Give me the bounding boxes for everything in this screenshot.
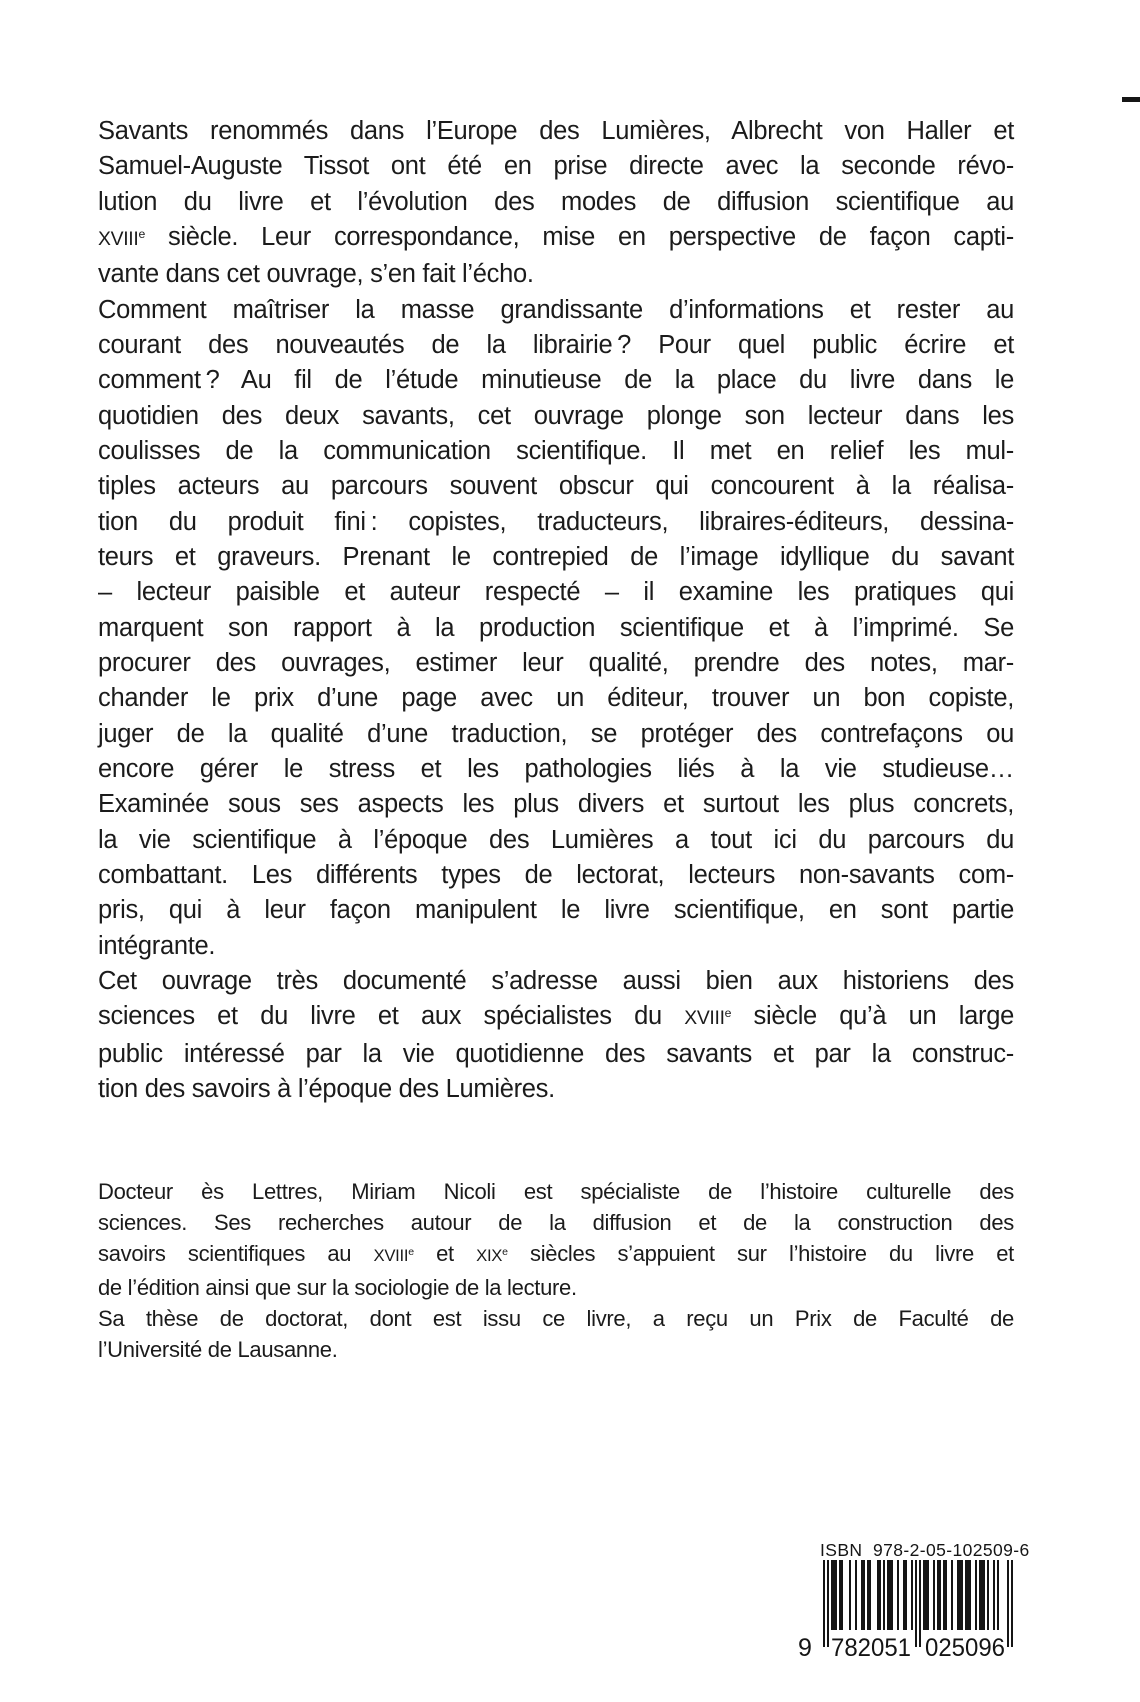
text-line: intégrante. <box>98 931 216 960</box>
text-line <box>98 999 1014 1036</box>
text-line: encore gérer le stress et les pathologies liés à la vie studieuse… <box>98 754 1014 783</box>
text-line: Sa thèse de doctorat, dont est issu ce livre, a reçu un Prix de Faculté de <box>98 1305 1014 1331</box>
blurb-paragraph-3 <box>98 964 1014 1107</box>
text-line: vante dans cet ouvrage, s’en fait l’écho. <box>98 260 534 289</box>
isbn-label: ISBN 978-2-05-102509-6 <box>820 1540 1030 1560</box>
line-text: savoirs scientifiques au <box>98 1241 374 1267</box>
text-line <box>98 1238 1014 1271</box>
text-line: l’Université de Lausanne. <box>98 1337 338 1363</box>
bio-paragraph-1 <box>98 1176 1014 1303</box>
back-cover-blurb <box>98 114 1014 1107</box>
text-line: – lecteur paisible et auteur respecté – il examine les pratiques qui <box>98 578 1014 607</box>
text-line: la vie scientifique à l’époque des Lumières a tout ici du parcours du <box>98 825 1014 854</box>
text-line: chander le prix d’une page avec un éditeur, trouver un bon copiste, <box>98 684 1014 713</box>
text-line: comment ? Au fil de l’étude minutieuse de la place du livre dans le <box>98 366 1014 395</box>
line-text: siècle. Leur correspondance, mise en perspective de façon capti- <box>144 222 1014 251</box>
text-line: de l’édition ainsi que sur la sociologie de la lecture. <box>98 1274 577 1300</box>
text-line: tion du produit fini : copistes, traducteurs, libraires-éditeurs, dessina- <box>98 507 1014 536</box>
ordinal-superscript: e <box>408 1246 414 1259</box>
bio-paragraph-2 <box>98 1303 1014 1365</box>
barcode-digit-group: 782051 <box>831 1634 911 1660</box>
roman-numeral: XIX <box>476 1246 503 1266</box>
text-line: Examinée sous ses aspects les plus divers et surtout les plus concrets, <box>98 790 1014 819</box>
text-line: sciences. Ses recherches autour de la diffusion et de la construction des <box>98 1210 1014 1236</box>
barcode-digit-group: 9 <box>798 1634 812 1660</box>
text-line: Cet ouvrage très documenté s’adresse aussi bien aux historiens des <box>98 966 1014 995</box>
text-line: courant des nouveautés de la librairie ? Pour quel public écrire et <box>98 330 1014 359</box>
ordinal-superscript: e <box>138 226 145 241</box>
text-line: juger de la qualité d’une traduction, se protéger des contrefaçons ou <box>98 719 1014 748</box>
line-text: et <box>413 1241 477 1267</box>
line-text: siècle qu’à un large <box>731 1002 1014 1031</box>
roman-numeral: XVIII <box>684 1007 725 1030</box>
barcode-digit-group: 025096 <box>925 1634 1005 1660</box>
line-text: sciences et du livre et aux spécialistes du <box>98 1002 685 1031</box>
text-line: tiples acteurs au parcours souvent obscur qui concourent à la réalisa- <box>98 472 1014 501</box>
ordinal-superscript: e <box>724 1005 732 1020</box>
text-line: tion des savoirs à l’époque des Lumières. <box>98 1074 555 1103</box>
text-line: Docteur ès Lettres, Miriam Nicoli est spécialiste de l’histoire culturelle des <box>98 1179 1014 1204</box>
text-line: Samuel-Auguste Tissot ont été en prise directe avec la seconde révo- <box>98 152 1014 181</box>
text-line: public intéressé par la vie quotidienne des savants et par la construc- <box>98 1039 1014 1068</box>
text-line: marquent son rapport à la production scientifique et à l’imprimé. Se <box>98 613 1014 642</box>
text-line: combattant. Les différents types de lectorat, lecteurs non-savants com- <box>98 860 1014 889</box>
text-line: Savants renommés dans l’Europe des Lumières, Albrecht von Haller et <box>98 117 1014 145</box>
ordinal-superscript: e <box>502 1246 508 1259</box>
blurb-paragraph-2 <box>98 293 1014 964</box>
text-line <box>98 220 1014 257</box>
author-bio <box>98 1176 1014 1365</box>
text-line: Comment maîtriser la masse grandissante d’informations et rester au <box>98 295 1014 324</box>
text-line: teurs et graveurs. Prenant le contrepied de l’image idyllique du savant <box>98 542 1014 571</box>
roman-numeral: XVIII <box>98 227 139 250</box>
blurb-paragraph-1 <box>98 114 1014 293</box>
text-line: coulisses de la communication scientifique. Il met en relief les mul- <box>98 436 1014 465</box>
roman-numeral: XVIII <box>373 1246 409 1266</box>
line-text: siècles s’appuient sur l’histoire du livre et <box>507 1241 1014 1267</box>
text-line: procurer des ouvrages, estimer leur qualité, prendre des notes, mar- <box>98 648 1014 677</box>
text-line: pris, qui à leur façon manipulent le livre scientifique, en sont partie <box>98 896 1014 925</box>
text-line: quotidien des deux savants, cet ouvrage plonge son lecteur dans les <box>98 401 1014 430</box>
text-line: lution du livre et l’évolution des modes de diffusion scientifique au <box>98 187 1014 216</box>
crop-mark-dash <box>1122 97 1140 102</box>
ean13-barcode <box>797 1560 1013 1660</box>
